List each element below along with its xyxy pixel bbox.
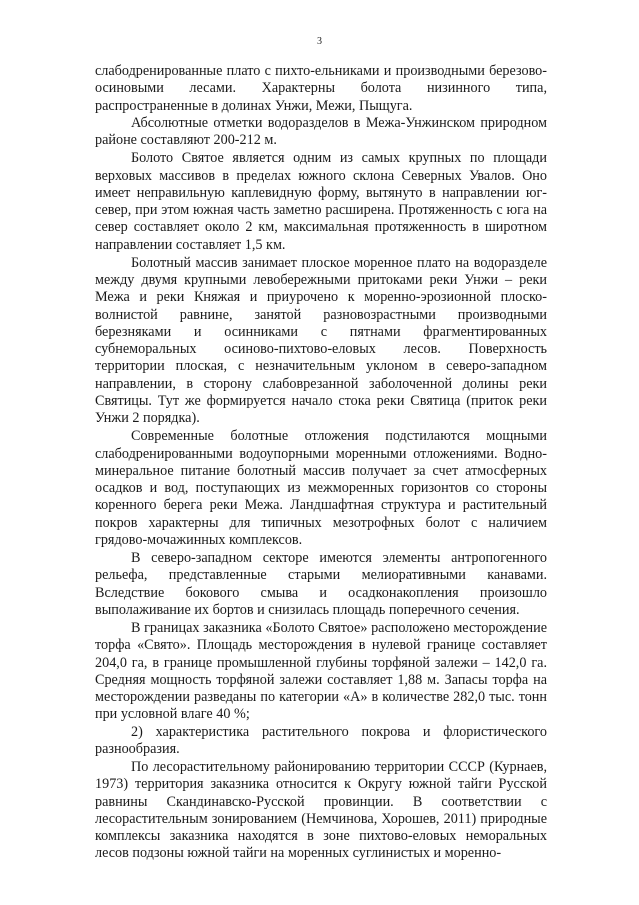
page-number: 3	[317, 36, 322, 47]
paragraph: Болото Святое является одним из самых крупных по площади верховых массивов в пределах южного склона Северных Увалов. Оно имеет неправильную каплевидную форму, вытянуто в направлении юг-север, при этом южная часть заметно расширена. Протяженность с юга на север составляет около 2 км, максимальная протяженность в широтном направлении составляет 1,5 км.	[95, 150, 547, 253]
paragraph: По лесорастительному районированию территории СССР (Курнаев, 1973) территория заказника относится к Округу южной тайги Русской равнины Скандинавско-Русской провинции. В соответствии с лесорастительным зонированием (Немчинова, Хорошев, 2011) природные комплексы заказника находятся в зоне пихтово-еловых неморальных лесов подзоны южной тайги на моренных суглинистых и моренно-	[95, 759, 547, 862]
paragraph: Болотный массив занимает плоское моренное плато на водоразделе между двумя крупными левобережными притоками реки Унжи – реки Межа и реки Княжая и приурочено к моренно-эрозионной плоско-волнистой равнине, занятой разновозрастными производными березняками и осинниками с пятнами фрагментированных субнеморальных осиново-пихтово-еловых лесов. Поверхность территории плоская, с незначительным уклоном в северо-западном направлении, в сторону слабоврезанной заболоченной долины реки Святицы. Тут же формируется начало стока реки Святица (приток реки Унжи 2 порядка).	[95, 254, 547, 426]
paragraph: 2) характеристика растительного покрова и флористического разнообразия.	[95, 723, 547, 757]
paragraph: слабодренированные плато с пихто-ельниками и производными березово-осиновыми лесами. Характерны болота низинного типа, распространенные в долинах Унжи, Межи, Пыщуга.	[95, 63, 547, 114]
paragraph: В границах заказника «Болото Святое» расположено месторождение торфа «Свято». Площадь месторождения в нулевой границе составляет 204,0 га, в границе промышленной глубины торфяной залежи – 142,0 га. Средняя мощность торфяной залежи составляет 1,88 м. Запасы торфа на месторождении разведаны по категории «А» в количестве 282,0 тыс. тонн при условной влаге 40 %;	[95, 620, 547, 723]
body-text	[95, 63, 547, 863]
paragraph: Современные болотные отложения подстилаются мощными слабодренированными водоупорными моренными отложениями. Водно-минеральное питание болотный массив получает за счет атмосферных осадков и вод, поступающих из межморенных горизонтов со стороны коренного берега реки Межа. Ландшафтная структура и растительный покров характерны для типичных мезотрофных болот с наличием грядово-мочажинных комплексов.	[95, 428, 547, 548]
paragraph: В северо-западном секторе имеются элементы антропогенного рельефа, представленные старыми мелиоративными канавами. Вследствие бокового смыва и осадконакопления произошло выполаживание их бортов и снизилась площадь поперечного сечения.	[95, 550, 547, 618]
paragraph: Абсолютные отметки водоразделов в Межа-Унжинском природном районе составляют 200-212 м.	[95, 114, 547, 148]
